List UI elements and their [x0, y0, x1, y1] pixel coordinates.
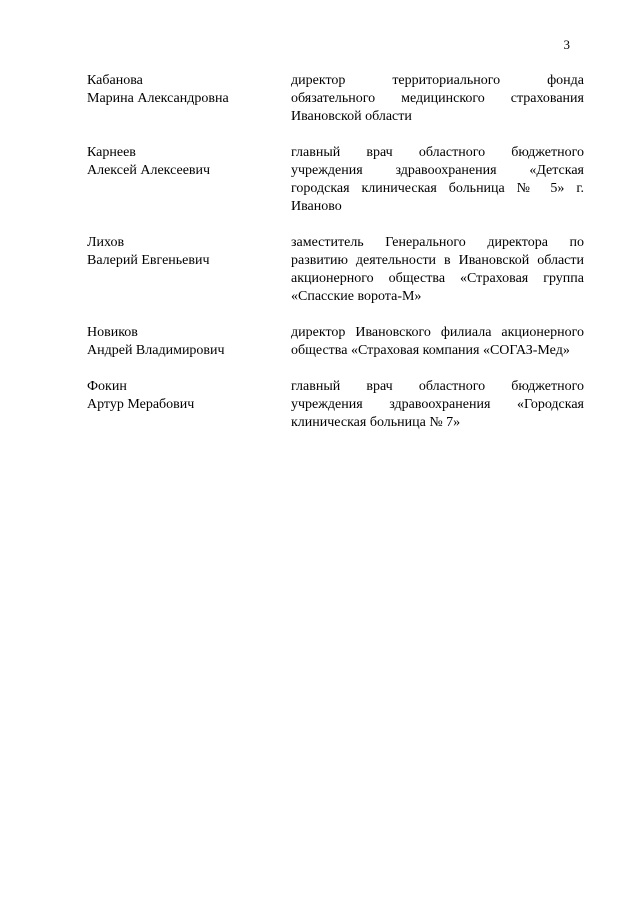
- member-name: [87, 144, 291, 216]
- member-surname: Карнеев: [87, 145, 136, 160]
- member-position: главный врач областного бюджетного учреждения здравоохранения «Детская городская клиническая больница № 5» г. Иваново: [291, 145, 584, 214]
- member-given-names: Андрей Владимирович: [87, 343, 225, 358]
- member-list: [87, 72, 584, 450]
- member-position: главный врач областного бюджетного учреждения здравоохранения «Городская клиническая больница № 7»: [291, 379, 584, 430]
- member-given-names: Артур Мерабович: [87, 397, 195, 412]
- member-surname: Кабанова: [87, 73, 143, 88]
- member-given-names: Алексей Алексеевич: [87, 163, 211, 178]
- member-row: [87, 378, 584, 432]
- member-name: [87, 234, 291, 306]
- member-row: [87, 324, 584, 360]
- member-row: [87, 234, 584, 306]
- member-name: [87, 378, 291, 432]
- member-position: директор Ивановского филиала акционерного общества «Страховая компания «СОГАЗ-Мед»: [291, 325, 584, 358]
- member-surname: Лихов: [87, 235, 125, 250]
- member-name: [87, 324, 291, 360]
- member-given-names: Валерий Евгеньевич: [87, 253, 210, 268]
- member-surname: Новиков: [87, 325, 138, 340]
- member-position: директор территориального фонда обязательного медицинского страхования Ивановской области: [291, 73, 584, 124]
- member-position: заместитель Генерального директора по развитию деятельности в Ивановской области акционерного общества «Страховая группа «Спасские ворота-М»: [291, 235, 584, 304]
- page-number: 3: [563, 37, 570, 52]
- member-surname: Фокин: [87, 379, 127, 394]
- member-given-names: Марина Александровна: [87, 91, 229, 106]
- member-row: [87, 72, 584, 126]
- member-name: [87, 72, 291, 126]
- member-row: [87, 144, 584, 216]
